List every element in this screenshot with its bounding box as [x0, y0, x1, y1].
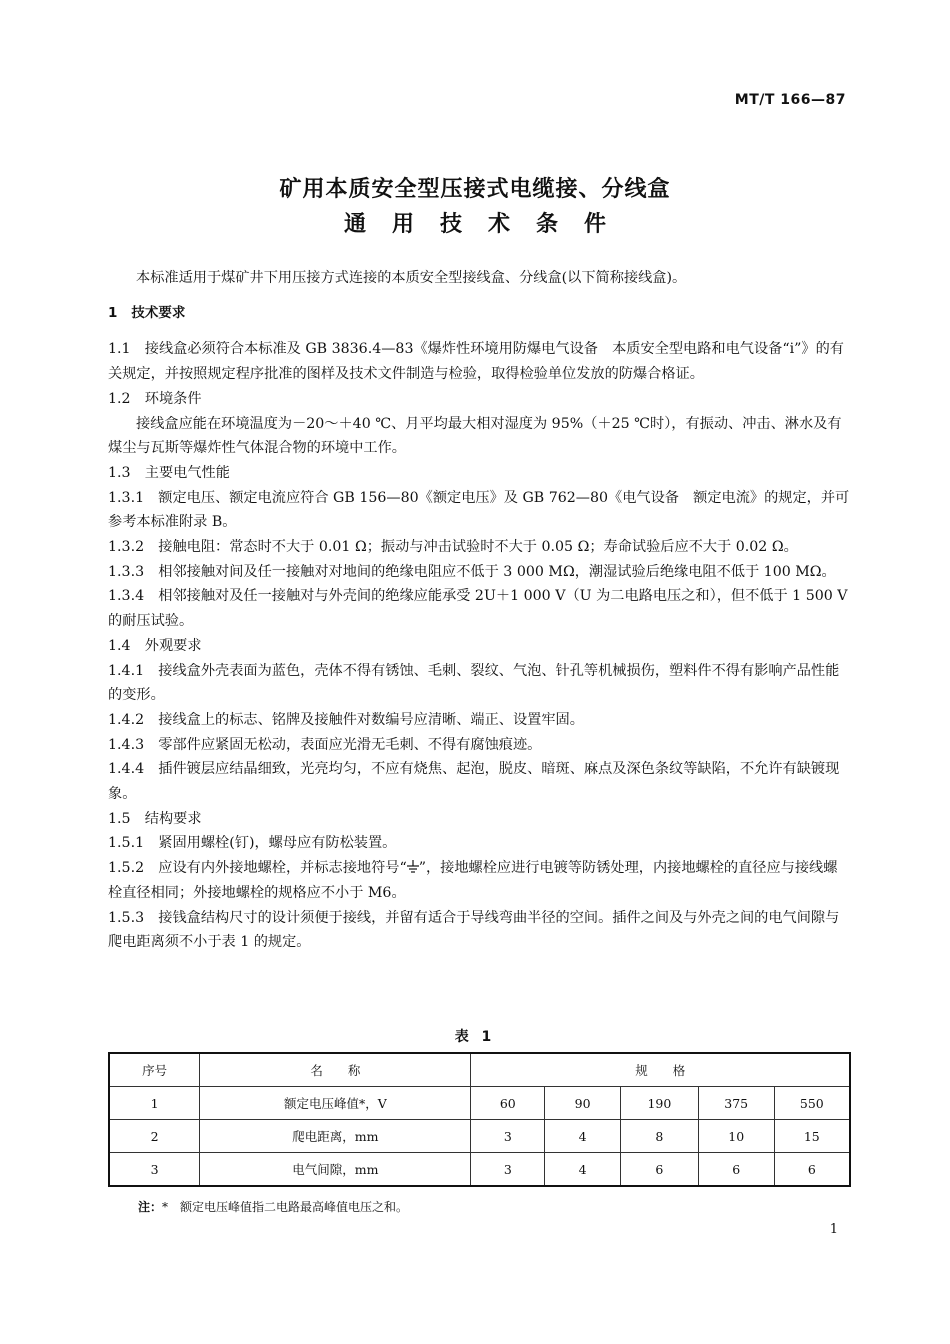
table-header-row	[109, 1053, 850, 1087]
cell-value: 550	[774, 1087, 850, 1120]
cell-value: 6	[621, 1153, 699, 1187]
cell-value: 6	[698, 1153, 774, 1187]
cell-value: 10	[698, 1120, 774, 1153]
clause-1-5-2-part-b: ”，接地螺栓应进行电镀等防锈处理，内接地螺栓的直径应与接线螺栓直径相同；外接地螺栓的规格应不小于 M6。	[108, 860, 838, 901]
cell-value: 15	[774, 1120, 850, 1153]
clause-1-3-3: 1.3.3 相邻接触对间及任一接触对对地间的绝缘电阻应不低于 3 000 MΩ，潮湿试验后绝缘电阻不低于 100 MΩ。	[108, 563, 836, 580]
clause-1-2-text: 接线盒应能在环境温度为－20～＋40 ℃、月平均最大相对湿度为 95%（＋25 ℃时），有振动、冲击、淋水及有煤尘与瓦斯等爆炸性气体混合物的环境中工作。	[108, 415, 842, 457]
table-caption: 表 1	[454, 1029, 496, 1045]
cell-value: 6	[774, 1153, 850, 1187]
intro-paragraph: 本标准适用于煤矿井下用压接方式连接的本质安全型接线盒、分线盒(以下简称接线盒)。	[136, 270, 687, 286]
cell-value: 4	[545, 1120, 621, 1153]
cell-value: 60	[471, 1087, 545, 1120]
clause-1-4: 1.4 外观要求	[108, 637, 202, 654]
header-seq: 序号	[109, 1053, 200, 1087]
clause-1-3-2: 1.3.2 接触电阻：常态时不大于 0.01 Ω；振动与冲击试验时不大于 0.05 Ω；寿命试验后应不大于 0.02 Ω。	[108, 539, 798, 556]
cell-name: 额定电压峰值*，V	[200, 1087, 471, 1120]
clause-1-4-3: 1.4.3 零部件应紧固无松动，表面应光滑无毛刺、不得有腐蚀痕迹。	[108, 736, 542, 753]
cell-seq: 1	[109, 1087, 200, 1120]
clause-1-2: 1.2 环境条件	[108, 390, 202, 407]
cell-name: 爬电距离，mm	[200, 1120, 471, 1153]
table-row	[109, 1120, 850, 1153]
table-note	[138, 1198, 408, 1215]
table-row	[109, 1087, 850, 1120]
cell-seq: 3	[109, 1153, 200, 1187]
cell-value: 375	[698, 1087, 774, 1120]
header-spec: 规 格	[471, 1053, 850, 1087]
section-heading	[108, 301, 850, 326]
clause-1-5-3: 1.5.3 接钱盒结构尺寸的设计须便于接线，并留有适合于导线弯曲半径的空间。插件之间及与外壳之间的电气间隙与爬电距离须不小于表 1 的规定。	[108, 909, 840, 951]
cell-seq: 2	[109, 1120, 200, 1153]
cell-value: 8	[621, 1120, 699, 1153]
standard-number: MT/T 166—87	[734, 92, 846, 108]
clause-1-5-1: 1.5.1 紧固用螺栓(钉)，螺母应有防松装置。	[108, 835, 397, 852]
clause-1-5-2-part-a: 1.5.2 应设有内外接地螺栓，并标志接地符号“	[108, 860, 407, 877]
document-title: 矿用本质安全型压接式电缆接、分线盒	[279, 177, 671, 202]
document-subtitle: 通用技术条件	[343, 212, 632, 237]
section-title: 技术要求	[131, 304, 186, 321]
clause-1-4-1: 1.4.1 接线盒外壳表面为蓝色，壳体不得有锈蚀、毛刺、裂纹、气泡、针孔等机械损伤，塑料件不得有影响产品性能的变形。	[108, 662, 840, 704]
cell-value: 3	[471, 1153, 545, 1187]
table-row	[109, 1153, 850, 1187]
clause-1-1: 1.1 接线盒必须符合本标准及 GB 3836.4—83《爆炸性环境用防爆电气设备 本质安全型电路和电气设备“i”》的有关规定，并按照规定程序批准的图样及技术文件制造与检验，取得检验单位发放的防爆合格证。	[108, 341, 844, 383]
clause-1-3-4: 1.3.4 相邻接触对及任一接触对与外壳间的绝缘应能承受 2U＋1 000 V（U 为二电路电压之和），但不低于 1 500 V 的耐压试验。	[108, 588, 848, 630]
cell-value: 3	[471, 1120, 545, 1153]
section-number: 1	[108, 304, 118, 321]
cell-value: 90	[545, 1087, 621, 1120]
header-name: 名 称	[200, 1053, 471, 1087]
clause-1-5: 1.5 结构要求	[108, 810, 202, 827]
note-label: 注：	[138, 1200, 163, 1214]
ground-symbol-icon	[407, 860, 419, 874]
clause-1-4-4: 1.4.4 插件镀层应结晶细致，光亮均匀，不应有烧焦、起泡，脱皮、暗斑、麻点及深色条纹等缺陷，不允许有缺镀现象。	[108, 761, 840, 803]
document-body	[108, 266, 850, 955]
clause-1-4-2: 1.4.2 接线盒上的标志、铭牌及接触件对数编号应清晰、端正、设置牢固。	[108, 711, 584, 728]
note-text: * 额定电压峰值指二电路最高峰值电压之和。	[162, 1200, 409, 1214]
cell-value: 190	[621, 1087, 699, 1120]
clause-1-3: 1.3 主要电气性能	[108, 464, 230, 481]
page-number: 1	[829, 1222, 838, 1237]
cell-value: 4	[545, 1153, 621, 1187]
cell-name: 电气间隙，mm	[200, 1153, 471, 1187]
clause-1-5-2	[108, 856, 850, 905]
spec-table	[108, 1052, 851, 1187]
clause-1-3-1: 1.3.1 额定电压、额定电流应符合 GB 156—80《额定电压》及 GB 762—80《电气设备 额定电流》的规定，并可参考本标准附录 B。	[108, 489, 850, 531]
